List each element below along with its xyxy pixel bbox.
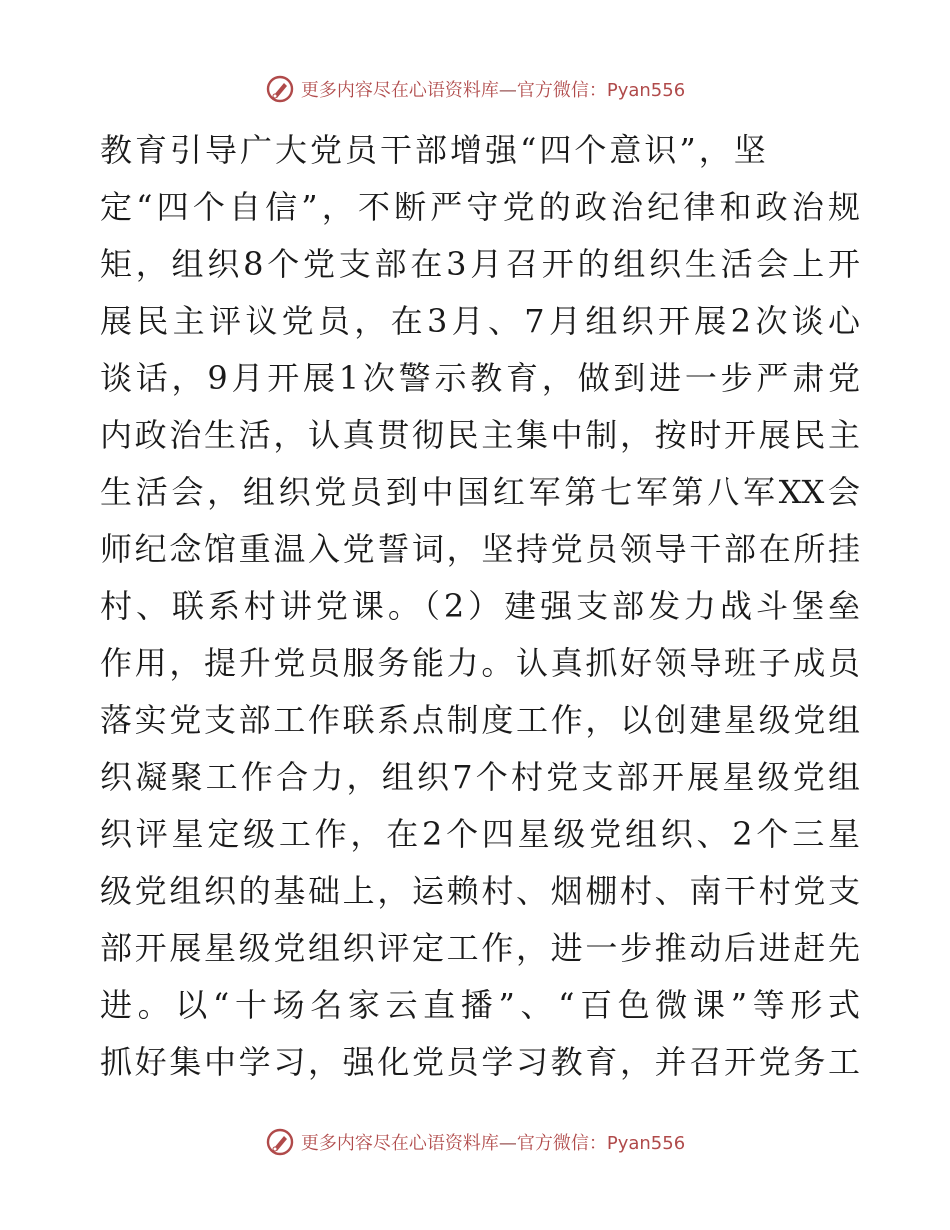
watermark-contact: 官方微信： xyxy=(516,1133,607,1154)
document-paragraph xyxy=(100,122,860,1091)
watermark-separator: — xyxy=(498,1133,517,1154)
text-line: 谈话，9月开展1次警示教育，做到进一步严肃党 xyxy=(100,359,860,397)
text-line: 内政治生活，认真贯彻民主集中制，按时开展民主 xyxy=(100,416,860,454)
text-line: 展民主评议党员，在3月、7月组织开展2次谈心 xyxy=(100,302,860,340)
text-line: 进。以“十场名家云直播”、“百色微课”等形式 xyxy=(100,986,860,1024)
header-watermark xyxy=(0,74,950,104)
text-line: 师纪念馆重温入党誓词，坚持党员领导干部在所挂 xyxy=(100,530,860,568)
footer-watermark xyxy=(0,1127,950,1157)
pen-logo-icon xyxy=(265,74,295,104)
text-line: 织评星定级工作，在2个四星级党组织、2个三星 xyxy=(100,815,860,853)
text-line: 教育引导广大党员干部增强“四个意识”，坚 xyxy=(100,131,769,169)
text-line: 织凝聚工作合力，组织7个村党支部开展星级党组 xyxy=(100,758,860,796)
text-line: 生活会，组织党员到中国红军第七军第八军XX会 xyxy=(100,473,860,511)
text-line: 定“四个自信”，不断严守党的政治纪律和政治规 xyxy=(100,188,860,226)
watermark-text xyxy=(301,1129,685,1155)
text-line: 作用，提升党员服务能力。认真抓好领导班子成员 xyxy=(100,644,860,682)
text-line: 部开展星级党组织评定工作，进一步推动后进赶先 xyxy=(100,929,860,967)
text-line: 村、联系村讲党课。（2）建强支部发力战斗堡垒 xyxy=(100,587,860,625)
text-line: 矩，组织8个党支部在3月召开的组织生活会上开 xyxy=(100,245,860,283)
text-line: 落实党支部工作联系点制度工作，以创建星级党组 xyxy=(100,701,860,739)
watermark-contact: 官方微信： xyxy=(516,80,607,101)
watermark-wechat-id: Pyan556 xyxy=(606,80,686,101)
watermark-separator: — xyxy=(498,80,517,101)
text-line: 级党组织的基础上，运赖村、烟棚村、南干村党支 xyxy=(100,872,860,910)
pen-logo-icon xyxy=(265,1127,295,1157)
watermark-main: 更多内容尽在心语资料库 xyxy=(300,1133,499,1154)
watermark-main: 更多内容尽在心语资料库 xyxy=(300,80,499,101)
text-line: 抓好集中学习，强化党员学习教育，并召开党务工 xyxy=(100,1043,860,1081)
watermark-text xyxy=(301,76,685,102)
watermark-wechat-id: Pyan556 xyxy=(606,1133,686,1154)
